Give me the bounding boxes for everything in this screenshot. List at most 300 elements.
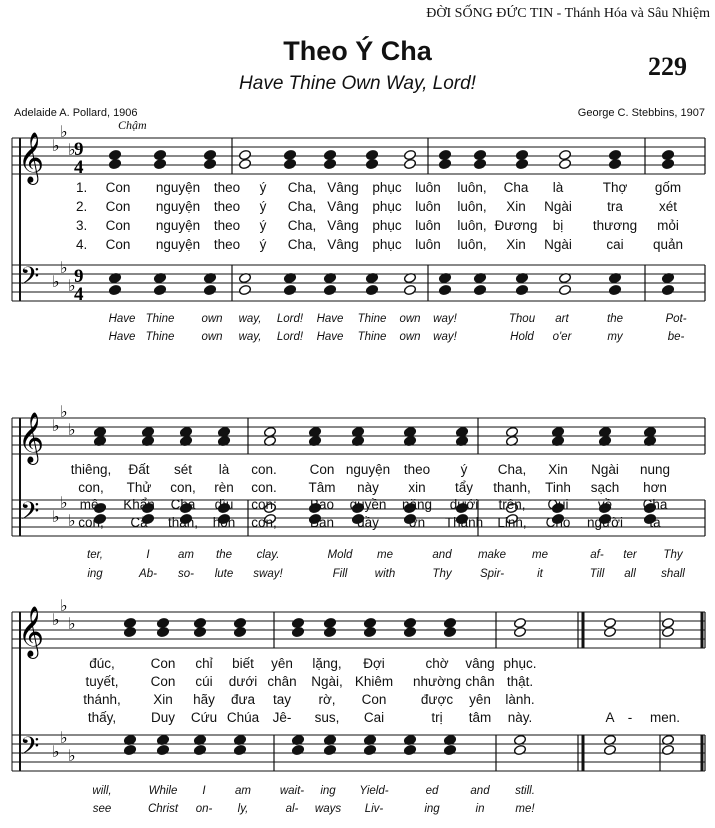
lyric-syllable: Cha: [642, 497, 668, 512]
lyric-syllable: 2.: [76, 199, 88, 214]
lyric-syllable: Vâng: [327, 199, 359, 214]
hymn-title: Theo Ý Cha: [283, 36, 432, 66]
english-lyric: Ab-: [139, 568, 157, 580]
english-lyric: will,: [92, 785, 112, 797]
english-lyric: I: [202, 785, 206, 797]
english-lyric: ing: [424, 803, 440, 815]
lyric-syllable: thanh,: [493, 480, 531, 495]
lyric-syllable: dưới: [449, 497, 479, 512]
lyric-syllable: sạch: [590, 480, 620, 495]
lyric-syllable: phục: [372, 218, 402, 233]
lyric-syllable: cai: [606, 237, 624, 252]
hymn-subtitle: Have Thine Own Way, Lord!: [239, 73, 476, 94]
note-head: [108, 284, 121, 295]
lyric-syllable: luôn: [415, 199, 441, 214]
flat-icon: ♭: [52, 742, 60, 761]
lyric-syllable: Duy: [150, 710, 176, 725]
note-head: [558, 158, 571, 169]
lyric-syllable: Chúa: [226, 710, 260, 725]
bass-clef-icon: 𝄢: [20, 732, 40, 767]
lyric-syllable: Đợi: [363, 656, 385, 671]
flat-icon: ♭: [52, 416, 60, 435]
lyric-syllable: theo: [213, 237, 241, 252]
flat-icon: ♭: [52, 507, 60, 526]
lyric-syllable: theo: [213, 218, 241, 233]
note-head: [515, 284, 528, 295]
bass-clef-icon: 𝄢: [20, 262, 40, 297]
lyric-syllable: Vâng: [327, 180, 359, 195]
lyric-syllable: trên,: [498, 497, 526, 512]
note-head: [238, 158, 251, 169]
note-head: [233, 744, 246, 755]
lyric-syllable: chân: [267, 674, 297, 689]
english-lyric: Thy: [663, 549, 683, 561]
note-head: [438, 284, 451, 295]
lyric-syllable: Ngài,: [311, 674, 343, 689]
note-head: [323, 617, 336, 628]
lyric-syllable: Con: [105, 180, 131, 195]
lyric-syllable: dưới: [228, 674, 258, 689]
lyric-syllable: phục.: [503, 656, 537, 671]
lyric-syllable: nhường: [413, 674, 461, 689]
lyric-syllable: Vâng: [327, 218, 359, 233]
note-head: [473, 284, 486, 295]
note-head: [513, 626, 526, 637]
treble-clef-icon: 𝄞: [18, 606, 45, 657]
note-head: [473, 149, 486, 160]
english-lyric: Thine: [145, 313, 175, 325]
lyric-syllable: biết: [232, 656, 254, 671]
lyric-syllable: Đương: [494, 218, 538, 233]
lyric-syllable: Jê-: [272, 710, 292, 725]
note-head: [608, 149, 621, 160]
lyric-syllable: luôn,: [457, 237, 487, 252]
note-head: [365, 158, 378, 169]
lyric-syllable: tra: [607, 199, 623, 214]
english-lyric: own: [399, 331, 421, 343]
lyric-syllable: ý: [259, 199, 267, 214]
lyric-syllable: con,: [170, 480, 196, 495]
lyric-syllable: Cứu: [190, 710, 218, 725]
english-lyric: in: [475, 803, 485, 815]
lyric-syllable: hãy: [193, 692, 215, 707]
lyric-syllable: bị: [552, 218, 564, 233]
lyric-syllable: xin: [408, 480, 426, 495]
flat-icon: ♭: [60, 596, 68, 615]
lyric-syllable: được: [420, 692, 454, 707]
english-lyric: Pot-: [665, 313, 687, 325]
treble-clef-icon: 𝄞: [18, 412, 45, 463]
english-lyric: ways: [314, 803, 342, 815]
flat-icon: ♭: [68, 420, 76, 439]
tempo-marking: Chậm: [118, 118, 147, 132]
english-lyric: me: [377, 549, 393, 561]
lyric-syllable: Khiêm: [354, 674, 394, 689]
note-head: [153, 284, 166, 295]
note-head: [608, 284, 621, 295]
lyric-syllable: thương: [592, 218, 638, 233]
english-lyric: Thine: [145, 331, 175, 343]
english-lyric: make: [477, 549, 507, 561]
flat-icon: ♭: [60, 122, 68, 141]
note-head: [156, 626, 169, 637]
note-head: [238, 284, 251, 295]
note-head: [513, 617, 526, 628]
note-head: [661, 149, 674, 160]
lyric-syllable: Cha: [170, 497, 196, 512]
lyric-syllable: sét: [173, 462, 193, 477]
english-lyric: wait-: [279, 785, 305, 797]
english-lyric: own: [399, 313, 421, 325]
lyric-syllable: mê,: [79, 497, 103, 512]
note-head: [558, 149, 571, 160]
lyric-syllable: là: [552, 180, 564, 195]
lyric-syllable: luôn: [415, 237, 441, 252]
english-lyric: the: [607, 313, 623, 325]
note-head: [123, 617, 136, 628]
english-lyric: o'er: [552, 331, 572, 343]
note-head: [443, 626, 456, 637]
flat-icon: ♭: [60, 728, 68, 747]
lyric-syllable: con,: [78, 480, 104, 495]
lyricist-credit: Adelaide A. Pollard, 1906: [14, 107, 138, 119]
note-head: [603, 626, 616, 637]
time-signature: 4: [74, 157, 84, 178]
lyric-syllable: ý: [460, 462, 468, 477]
lyric-syllable: ý: [259, 180, 267, 195]
lyric-syllable: thấy,: [87, 710, 117, 725]
lyric-syllable: luôn: [415, 218, 441, 233]
lyric-syllable: luôn: [415, 180, 441, 195]
lyric-syllable: này.: [507, 710, 533, 725]
lyric-syllable: Thử: [126, 480, 152, 495]
english-lyric: While: [148, 785, 178, 797]
lyric-syllable: Cai: [363, 710, 385, 725]
note-head: [283, 158, 296, 169]
note-head: [473, 158, 486, 169]
note-head: [238, 149, 251, 160]
note-head: [123, 626, 136, 637]
note-head: [363, 626, 376, 637]
note-head: [108, 158, 121, 169]
note-head: [323, 626, 336, 637]
note-head: [403, 626, 416, 637]
english-lyric: I: [146, 549, 150, 561]
lyric-syllable: luôn,: [457, 218, 487, 233]
lyric-syllable: quản: [652, 237, 684, 252]
lyric-syllable: này: [357, 480, 379, 495]
lyric-syllable: dìu: [214, 497, 234, 512]
lyric-syllable: phục: [372, 237, 402, 252]
english-lyric: way!: [433, 313, 457, 325]
note-head: [558, 284, 571, 295]
lyric-syllable: thân,: [167, 515, 199, 530]
note-head: [661, 617, 674, 628]
lyric-syllable: nguyện: [155, 180, 201, 195]
lyric-syllable: chân: [465, 674, 495, 689]
lyric-syllable: mỏi: [657, 218, 679, 233]
lyric-syllable: phục: [372, 199, 402, 214]
lyric-syllable: Cha,: [287, 237, 317, 252]
lyric-syllable: con;: [251, 497, 277, 512]
english-lyric: Thine: [357, 331, 387, 343]
note-head: [403, 744, 416, 755]
english-lyric: way,: [238, 331, 262, 343]
english-lyric: am: [235, 785, 251, 797]
lyric-syllable: lặng,: [312, 656, 342, 671]
note-head: [363, 617, 376, 628]
lyric-syllable: đầy: [357, 515, 379, 530]
time-signature: 9: [74, 139, 84, 160]
lyric-syllable: Qui: [547, 497, 569, 512]
composer-credit: George C. Stebbins, 1907: [577, 107, 705, 119]
english-lyric: Have: [108, 313, 136, 325]
lyric-syllable: nguyện: [345, 462, 391, 477]
english-lyric: ter,: [87, 549, 103, 561]
lyric-syllable: yên: [271, 656, 293, 671]
english-lyric: see: [92, 803, 112, 815]
english-lyric: ing: [87, 568, 103, 580]
english-lyric: Have: [316, 331, 344, 343]
note-head: [156, 744, 169, 755]
note-head: [403, 284, 416, 295]
english-lyric: own: [201, 331, 223, 343]
lyric-syllable: tâm: [468, 710, 492, 725]
note-head: [283, 284, 296, 295]
lyric-syllable: Con: [105, 218, 131, 233]
lyric-syllable: Cha,: [497, 462, 527, 477]
note-head: [291, 626, 304, 637]
lyric-syllable: gốm: [654, 180, 682, 195]
english-lyric: Hold: [510, 331, 534, 343]
english-lyric: and: [432, 549, 452, 561]
lyric-syllable: thật.: [506, 674, 534, 689]
lyric-syllable: trị: [431, 710, 443, 725]
lyric-syllable: về: [597, 497, 613, 512]
lyric-syllable: rờ,: [318, 692, 336, 707]
lyric-syllable: theo: [213, 180, 241, 195]
note-head: [403, 617, 416, 628]
english-lyric: Liv-: [364, 803, 384, 815]
note-head: [661, 744, 674, 755]
lyric-syllable: tuyết,: [85, 674, 119, 689]
lyric-syllable: Ngài: [591, 462, 619, 477]
lyric-syllable: Vâng: [327, 237, 359, 252]
lyric-syllable: hồn: [212, 515, 236, 530]
english-lyric: Have: [108, 331, 136, 343]
note-head: [513, 744, 526, 755]
note-head: [153, 158, 166, 169]
lyric-syllable: 3.: [76, 218, 88, 233]
lyric-syllable: Ngài: [544, 199, 572, 214]
english-lyric: me!: [515, 803, 535, 815]
lyric-syllable: Thánh: [444, 515, 484, 530]
note-head: [438, 158, 451, 169]
flat-icon: ♭: [68, 614, 76, 633]
note-head: [203, 149, 216, 160]
note-head: [363, 744, 376, 755]
lyric-syllable: Xin: [153, 692, 173, 707]
english-lyric: Mold: [327, 549, 353, 561]
lyric-syllable: Con: [105, 237, 131, 252]
note-head: [203, 158, 216, 169]
lyric-syllable: đưa: [230, 692, 256, 707]
flat-icon: ♭: [60, 258, 68, 277]
english-lyric: Thou: [508, 313, 536, 325]
lyric-syllable: 1.: [76, 180, 88, 195]
bass-clef-icon: 𝄢: [20, 497, 40, 532]
english-lyric: sway!: [253, 568, 283, 580]
flat-icon: ♭: [68, 276, 76, 295]
note-head: [661, 158, 674, 169]
english-lyric: Lord!: [276, 331, 304, 343]
lyric-syllable: yên: [469, 692, 491, 707]
lyric-syllable: phục: [372, 180, 402, 195]
english-lyric: ter: [623, 549, 637, 561]
english-lyric: Christ: [147, 803, 179, 815]
lyric-syllable: luôn,: [457, 180, 487, 195]
english-lyric: the: [216, 549, 232, 561]
english-lyric: ly,: [237, 803, 249, 815]
lyric-syllable: năng: [401, 497, 433, 512]
flat-icon: ♭: [60, 402, 68, 421]
note-head: [291, 617, 304, 628]
english-lyric: so-: [178, 568, 194, 580]
lyric-syllable: Ban: [309, 515, 335, 530]
note-head: [193, 617, 206, 628]
flat-icon: ♭: [68, 746, 76, 765]
lyric-syllable: nguyện: [155, 237, 201, 252]
note-head: [233, 626, 246, 637]
lyric-syllable: Tinh: [545, 480, 571, 495]
lyric-syllable: ơn: [408, 515, 426, 530]
lyric-syllable: Xin: [506, 237, 526, 252]
note-head: [661, 626, 674, 637]
english-lyric: and: [470, 785, 490, 797]
note-head: [443, 744, 456, 755]
english-lyric: way,: [238, 313, 262, 325]
english-lyric: art: [555, 313, 569, 325]
note-head: [323, 284, 336, 295]
lyric-syllable: cúi: [195, 674, 213, 689]
note-head: [193, 744, 206, 755]
english-lyric: ing: [320, 785, 336, 797]
lyric-syllable: lành.: [505, 692, 535, 707]
lyric-syllable: Cha,: [287, 218, 317, 233]
note-head: [608, 158, 621, 169]
note-head: [153, 149, 166, 160]
lyric-syllable: Con: [150, 674, 176, 689]
lyric-syllable: Đất: [128, 462, 150, 477]
lyric-syllable: con.: [251, 480, 277, 495]
lyric-syllable: chỉ: [195, 656, 213, 671]
english-lyric: Have: [316, 313, 344, 325]
note-head: [193, 626, 206, 637]
lyric-syllable: nguyện: [155, 218, 201, 233]
lyric-syllable: đúc,: [89, 656, 115, 671]
lyric-syllable: sus,: [314, 710, 340, 725]
english-lyric: lute: [214, 568, 234, 580]
english-lyric: all: [624, 568, 636, 580]
lyric-syllable: Xin: [548, 462, 568, 477]
lyric-syllable: Cha: [503, 180, 529, 195]
english-lyric: way!: [433, 331, 457, 343]
lyric-syllable: nguyện: [155, 199, 201, 214]
english-lyric: own: [201, 313, 223, 325]
english-lyric: on-: [195, 803, 213, 815]
flat-icon: ♭: [52, 610, 60, 629]
lyric-syllable: Con: [150, 656, 176, 671]
note-head: [603, 744, 616, 755]
note-head: [323, 158, 336, 169]
english-lyric: my: [607, 331, 623, 343]
note-head: [438, 149, 451, 160]
flat-icon: ♭: [68, 140, 76, 159]
lyric-syllable: -: [627, 710, 633, 725]
lyric-syllable: ý: [259, 237, 267, 252]
lyric-syllable: Bao: [309, 497, 335, 512]
lyric-syllable: Ngài: [544, 237, 572, 252]
lyric-syllable: con;: [251, 515, 277, 530]
lyric-syllable: con,: [78, 515, 104, 530]
lyric-syllable: là: [218, 462, 230, 477]
lyric-syllable: Con: [309, 462, 335, 477]
note-head: [515, 149, 528, 160]
english-lyric: me: [532, 549, 548, 561]
lyric-syllable: theo: [213, 199, 241, 214]
lyric-syllable: thiêng,: [70, 462, 112, 477]
flat-icon: ♭: [52, 272, 60, 291]
english-lyric: Lord!: [276, 313, 304, 325]
lyric-syllable: Cha,: [287, 199, 317, 214]
lyric-syllable: quyền: [349, 497, 387, 512]
note-head: [603, 617, 616, 628]
english-lyric: am: [178, 549, 194, 561]
english-lyric: Thine: [357, 313, 387, 325]
lyric-syllable: vâng: [465, 656, 495, 671]
english-lyric: Till: [589, 568, 605, 580]
english-lyric: clay.: [256, 549, 280, 561]
note-head: [365, 149, 378, 160]
english-lyric: still.: [515, 785, 535, 797]
note-head: [233, 617, 246, 628]
english-lyric: with: [374, 568, 396, 580]
english-lyric: Thy: [432, 568, 452, 580]
lyric-syllable: 4.: [76, 237, 88, 252]
lyric-syllable: men.: [649, 710, 681, 725]
flat-icon: ♭: [60, 493, 68, 512]
english-lyric: be-: [667, 331, 685, 343]
lyric-syllable: Xin: [506, 199, 526, 214]
english-lyric: Yield-: [359, 785, 389, 797]
lyric-syllable: ta: [649, 515, 661, 530]
english-lyric: Spir-: [479, 568, 505, 580]
lyric-syllable: người: [587, 515, 623, 530]
note-head: [203, 284, 216, 295]
lyric-syllable: chờ: [425, 656, 449, 671]
hymn-number: 229: [648, 52, 687, 81]
lyric-syllable: Khẩn: [123, 497, 155, 512]
flat-icon: ♭: [68, 511, 76, 530]
lyric-syllable: ý: [259, 218, 267, 233]
english-lyric: ed: [425, 785, 439, 797]
lyric-syllable: tay: [272, 692, 292, 707]
lyric-syllable: con.: [251, 462, 277, 477]
lyric-syllable: nung: [639, 462, 671, 477]
lyric-syllable: thánh,: [83, 692, 121, 707]
english-lyric: Fill: [332, 568, 348, 580]
lyric-syllable: rèn: [214, 480, 234, 495]
